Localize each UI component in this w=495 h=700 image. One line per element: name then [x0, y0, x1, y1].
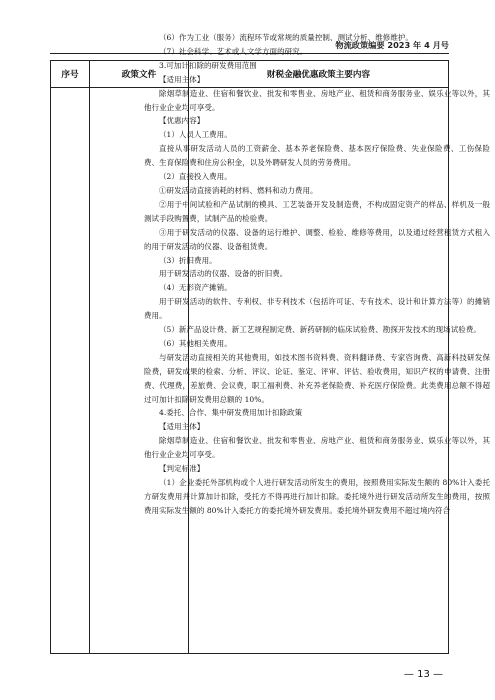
content-paragraph: （1）人员人工费用。: [159, 130, 232, 140]
content-paragraph: ②用于中间试验和产品试制的模具、工艺装备开发及制造费，不构成固定资产的样品、样机及一般测试手段购置费，试制产品的检验费。: [144, 199, 490, 223]
content-paragraph: ③用于研发活动的仪器、设备的运行维护、调整、检验、维修等费用，以及通过经营租赁方式租入的用于研发活动的仪器、设备租赁费。: [144, 227, 490, 251]
policy-content-cell: [144, 31, 490, 518]
content-paragraph: 与研发活动直接相关的其他费用，如技术图书资料费、资料翻译费、专家咨询费、高新科技研发保险费，研发成果的检索、分析、评议、论证、鉴定、评审、评估、验收费用，知识产权的申请费、注册费、代理费，差旅费、会议费，职工福利费、补充养老保险费、补充医疗保险费。此类费用总额不得超过可加计扣除研发费用总额的 10%。: [144, 352, 490, 404]
content-paragraph: （5）新产品设计费、新工艺规程制定费、新药研制的临床试验费、勘探开发技术的现场试验费。: [159, 325, 481, 335]
content-paragraph: （2）直接投入费用。: [159, 172, 232, 182]
content-paragraph: ①研发活动直接消耗的材料、燃料和动力费用。: [159, 185, 318, 195]
column-divider-1: [89, 87, 90, 653]
content-paragraph: 直接从事研发活动人员的工资薪金、基本养老保险费、基本医疗保险费、失业保险费、工伤保险费、生育保险费和住房公积金，以及外聘研发人员的劳务费用。: [144, 144, 490, 168]
content-paragraph: 用于研发活动的软件、专利权、非专利技术（包括许可证、专有技术、设计和计算方法等）的摊销费用。: [144, 297, 490, 321]
content-paragraph: 【判定标准】: [159, 464, 205, 474]
running-header: 物流政策编要 2023 年 4 月号: [335, 40, 449, 50]
content-paragraph: 4.委托、合作、集中研发费用加计扣除政策: [159, 408, 303, 418]
content-paragraph: （6）作为工业（服务）流程环节或常规的质量控制、测试分析、维修维护。: [159, 33, 413, 42]
content-paragraph: 除烟草制造业、住宿和餐饮业、批发和零售业、房地产业、租赁和商务服务业、娱乐业等以外，其他行业企业均可享受。: [144, 88, 490, 112]
page-number: — 13 —: [403, 669, 443, 680]
content-paragraph: 3.可加计扣除的研发费用范围: [159, 60, 257, 70]
content-paragraph: （1）企业委托外部机构或个人进行研发活动所发生的费用，按照费用实际发生额的 80%计入委托方研发费用并计算加计扣除，受托方不得再进行加计扣除。委托境外进行研发活动所发生的费用，按照费用实际发生额的 80%计入委托方的委托境外研发费用。委托境外研发费用不超过境内符合: [144, 478, 490, 515]
content-paragraph: 【优惠内容】: [159, 116, 205, 126]
content-paragraph: 用于研发活动的仪器、设备的折旧费。: [159, 269, 288, 279]
content-paragraph: 【适用主体】: [159, 422, 205, 432]
header-policy-document: 政策文件: [90, 61, 189, 87]
header-policy-content: 财税金融优惠政策主要内容: [266, 70, 371, 80]
content-paragraph: （4）无形资产摊销。: [159, 283, 232, 293]
content-paragraph: 【适用主体】: [159, 74, 205, 84]
header-serial-number: 序号: [51, 61, 90, 87]
content-paragraph: （6）其他相关费用。: [159, 338, 232, 348]
content-paragraph: （7）社会科学、艺术或人文学方面的研究。: [159, 46, 308, 56]
content-paragraph: （3）折旧费用。: [159, 255, 217, 265]
content-paragraph: 除烟草制造业、住宿和餐饮业、批发和零售业、房地产业、租赁和商务服务业、娱乐业等以外，其他行业企业均可享受。: [144, 436, 490, 460]
